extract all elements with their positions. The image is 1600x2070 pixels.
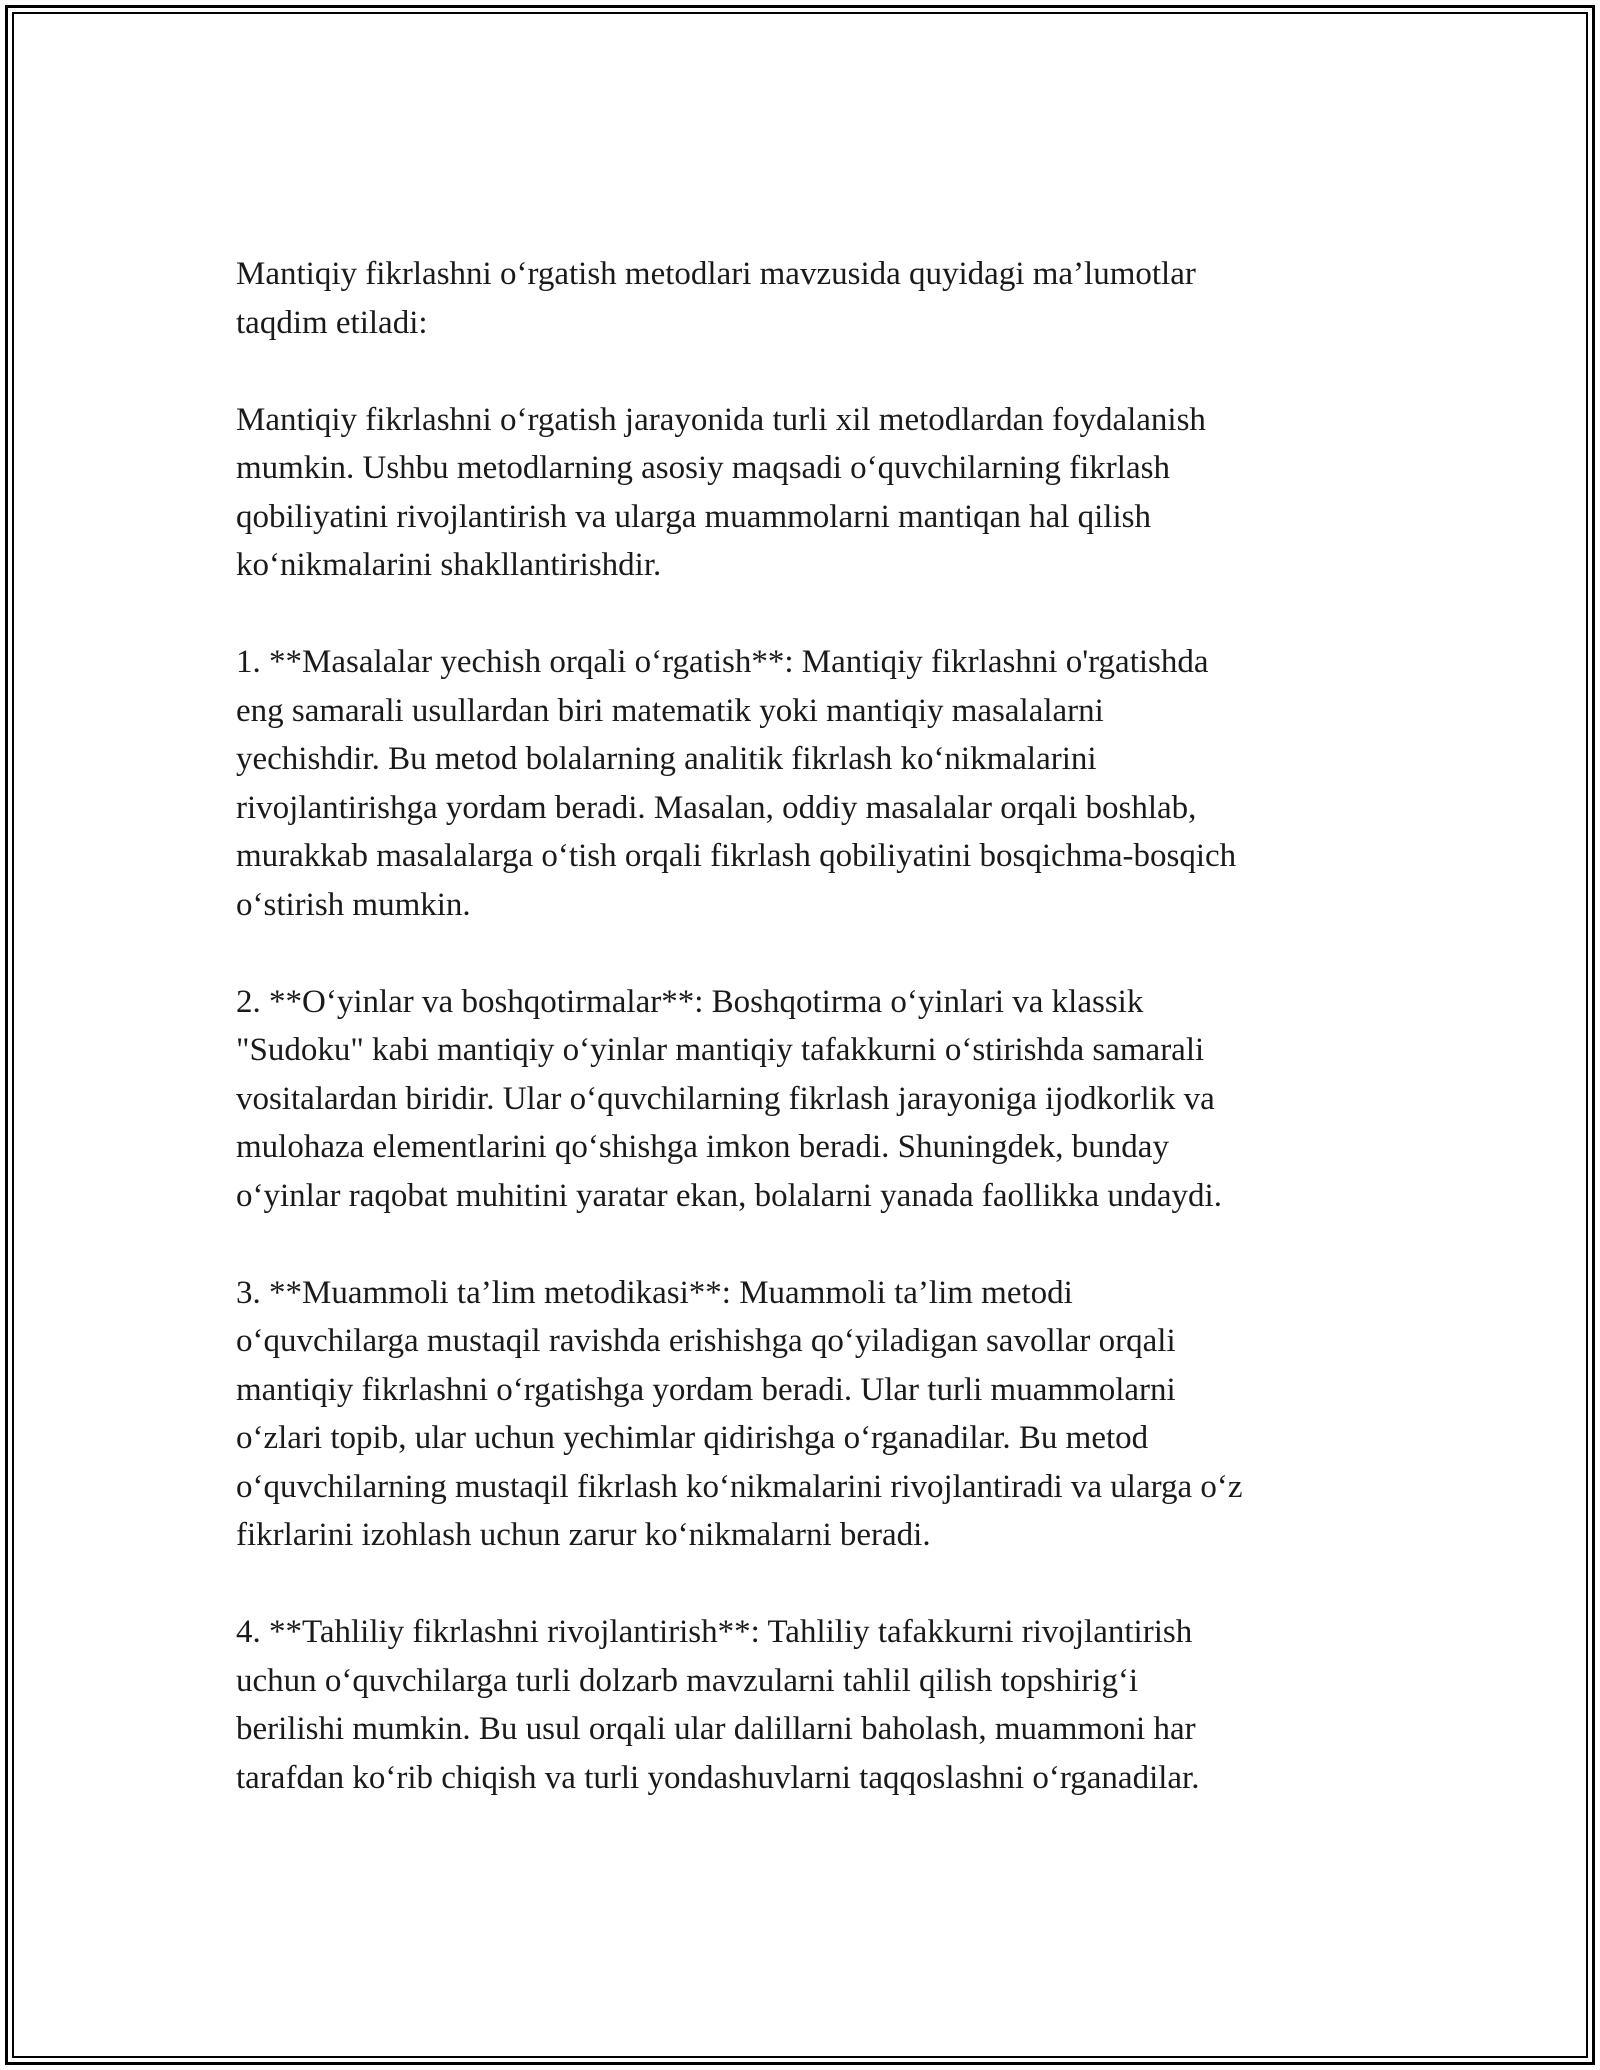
document-body <box>236 250 1396 1851</box>
overview-paragraph: Mantiqiy fikrlashni o‘rgatish jarayonida turli xil metodlardan foydalanish mumkin. Ushbu metodlarning asosiy maqsadi o‘quvchilarning fikrlash qobiliyatini rivojlantirish va ularga muammolarni mantiqan hal qilish ko‘nikmalarini shakllantirishdir. <box>236 401 1206 583</box>
method-item-4: 4. **Tahliliy fikrlashni rivojlantirish**: Tahliliy tafakkurni rivojlantirish uchun o‘quvchilarga turli dolzarb mavzularni tahlil qilish topshirig‘i berilishi mumkin. Bu usul orqali ular dalillarni baholash, muammoni har tarafdan ko‘rib chiqish va turli yondashuvlarni taqqoslashni o‘rganadilar. <box>236 1614 1200 1796</box>
intro-paragraph: Mantiqiy fikrlashni o‘rgatish metodlari mavzusida quyidagi ma’lumotlar taqdim etiladi: <box>236 256 1196 341</box>
method-item-3: 3. **Muammoli ta’lim metodikasi**: Muammoli ta’lim metodi o‘quvchilarga mustaqil ravishda erishishga qo‘yiladigan savollar orqali mantiqiy fikrlashni o‘rgatishga yordam beradi. Ular turli muammolarni o‘zlari topib, ular uchun yechimlar qidirishga o‘rganadilar. Bu metod o‘quvchilarning mustaqil fikrlash ko‘nikmalarini rivojlantiradi va ularga o‘z fikrlarini izohlash uchun zarur ko‘nikmalarni beradi. <box>236 1274 1243 1553</box>
method-item-1: 1. **Masalalar yechish orqali o‘rgatish**: Mantiqiy fikrlashni o'rgatishda eng samarali usullardan biri matematik yoki mantiqiy masalalarni yechishdir. Bu metod bolalarning analitik fikrlash ko‘nikmalarini rivojlantirishga yordam beradi. Masalan, oddiy masalalar orqali boshlab, murakkab masalalarga o‘tish orqali fikrlash qobiliyatini bosqichma-bosqich o‘stirish mumkin. <box>236 644 1237 923</box>
method-item-2: 2. **O‘yinlar va boshqotirmalar**: Boshqotirma o‘yinlari va klassik "Sudoku" kabi mantiqiy o‘yinlar mantiqiy tafakkurni o‘stirishda samarali vositalardan biridir. Ular o‘quvchilarning fikrlash jarayoniga ijodkorlik va mulohaza elementlarini qo‘shishga imkon beradi. Shuningdek, bunday o‘yinlar raqobat muhitini yaratar ekan, bolalarni yanada faollikka undaydi. <box>236 983 1222 1214</box>
